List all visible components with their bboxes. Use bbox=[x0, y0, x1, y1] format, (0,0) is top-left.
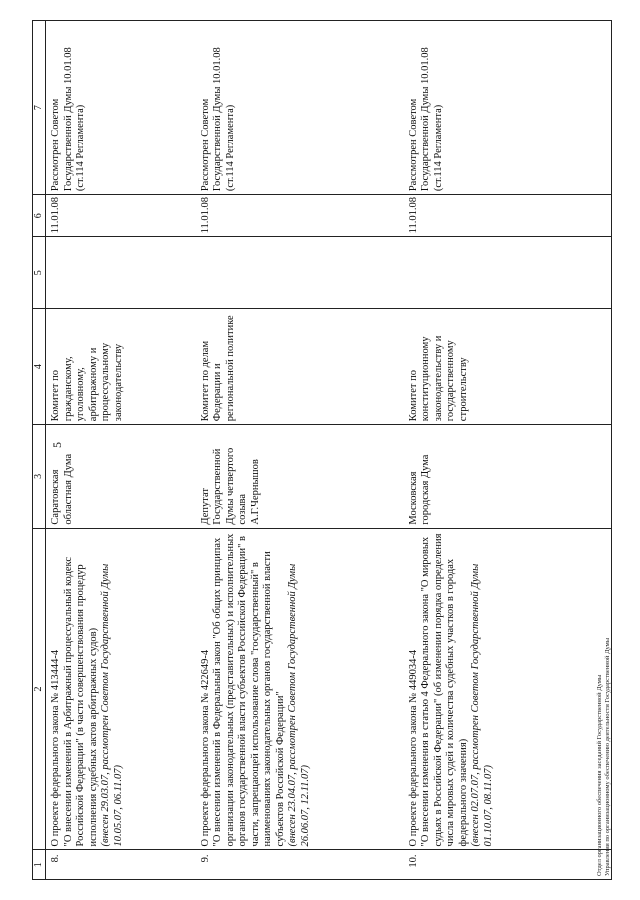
column-5-cell bbox=[404, 237, 612, 309]
footer-line-2: Управления по организационному обеспечению деятельности Государственной Думы bbox=[604, 637, 611, 876]
column-header-4: 4 bbox=[33, 309, 46, 425]
result: Рассмотрен Советом Государственной Думы 10.01.08 (ст.114 Регламента) bbox=[196, 21, 404, 195]
date: 11.01.08 bbox=[46, 195, 196, 237]
result: Рассмотрен Советом Государственной Думы 10.01.08 (ст.114 Регламента) bbox=[404, 21, 612, 195]
row-number: 10. bbox=[404, 850, 612, 880]
column-header-3: 3 bbox=[33, 425, 46, 528]
column-5-cell bbox=[46, 237, 196, 309]
initiator: Депутат Государственной Думы четвертого созыва А.Г.Чернышов bbox=[196, 425, 404, 528]
bill-description bbox=[46, 528, 196, 850]
column-5-cell bbox=[196, 237, 404, 309]
column-header-6: 6 bbox=[33, 195, 46, 237]
column-header-2: 2 bbox=[33, 528, 46, 850]
footer-line-1: Отдел организационного обеспечения заседаний Государственной Думы bbox=[596, 674, 603, 876]
bills-table bbox=[32, 20, 612, 880]
bill-note: (внесен 02.07.07, рассмотрен Советом Государственной Думы 01.10.07, 08.11.07) bbox=[470, 563, 494, 847]
column-header-5: 5 bbox=[33, 237, 46, 309]
bill-title: О проекте федерального закона № 449034-4 bbox=[407, 649, 419, 847]
bill-body: "О внесении изменений в Федеральный закон "Об общих принципах организации законодательных (представительных) и исполнительных органов государственной власти субъектов Российской Федерации" в части, запрещающей использование слова "государственный" в наименованиях законодательных органов государственной власти субъектов Российской Федерации" bbox=[212, 533, 286, 847]
page-number: 5 bbox=[50, 442, 64, 448]
row-number: 8. bbox=[46, 850, 196, 880]
column-header-7: 7 bbox=[33, 21, 46, 195]
date: 11.01.08 bbox=[404, 195, 612, 237]
table-header-row bbox=[33, 21, 46, 880]
bill-title: О проекте федерального закона № 413444-4 bbox=[50, 649, 61, 847]
column-header-1: 1 bbox=[33, 850, 46, 880]
footer bbox=[596, 638, 612, 876]
bill-body: "О внесении изменения в статью 4 Федерального закона "О мировых судьях в Российской Федерации" (об изменении порядка определения числа мировых судей и количества судебных участков в городах федерального значения) bbox=[420, 533, 469, 847]
bill-body: "О внесении изменений в Арбитражный процессуальный кодекс Российской Федерации" (в части совершенствования процедур исполнения судебных актов арбитражных судов) bbox=[62, 556, 99, 847]
bill-title: О проекте федерального закона № 422649-4 bbox=[199, 649, 211, 847]
table-row bbox=[404, 21, 612, 880]
bill-description bbox=[196, 528, 404, 850]
result: Рассмотрен Советом Государственной Думы 10.01.08 (ст.114 Регламента) bbox=[46, 21, 196, 195]
bill-note: (внесен 29.03.07, рассмотрен Советом Государственной Думы 10.05.07, 06.11.07) bbox=[100, 563, 124, 847]
initiator: Московская городская Дума bbox=[404, 425, 612, 528]
initiator: Саратовская областная Дума bbox=[46, 425, 196, 528]
table-row bbox=[46, 21, 196, 880]
table-row bbox=[196, 21, 404, 880]
committee: Комитет по гражданскому, уголовному, арбитражному и процессуальному законодательству bbox=[46, 309, 196, 425]
committee: Комитет по делам Федерации и региональной политике bbox=[196, 309, 404, 425]
row-number: 9. bbox=[196, 850, 404, 880]
bill-note: (внесен 23.04.07, рассмотрен Советом Государственной Думы 26.06.07, 12.11.07) bbox=[287, 563, 311, 847]
date: 11.01.08 bbox=[196, 195, 404, 237]
bill-description bbox=[404, 528, 612, 850]
committee: Комитет по конституционному законодательству и государственному строительству bbox=[404, 309, 612, 425]
